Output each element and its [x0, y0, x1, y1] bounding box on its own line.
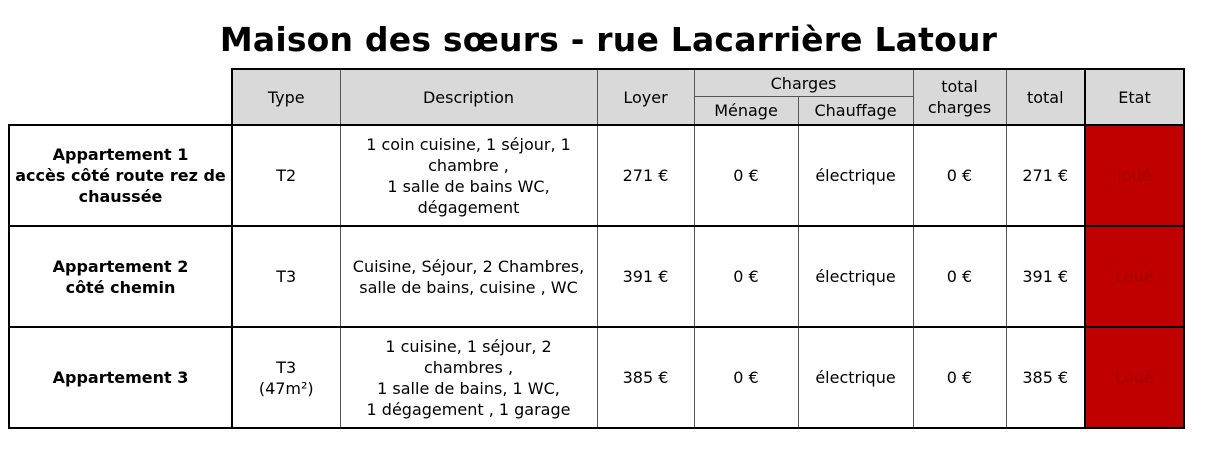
apartment-loyer: 271 €	[597, 125, 694, 226]
header-type: Type	[232, 69, 340, 125]
apartment-description-line: chambre ,	[428, 155, 509, 175]
apartment-name-line: chaussée	[78, 187, 163, 206]
header-total-charges	[913, 69, 1006, 125]
page-title-text: Maison des sœurs - rue Lacarrière Latour	[219, 20, 998, 59]
apartment-name-line: côté chemin	[65, 277, 176, 297]
table-body	[9, 125, 1184, 428]
table-row	[9, 327, 1184, 428]
apartment-total-charges: 0 €	[913, 125, 1006, 226]
apartment-menage: 0 €	[694, 125, 798, 226]
apartment-etat-badge: Loué	[1085, 226, 1184, 327]
apartment-type	[232, 226, 340, 327]
apartment-type-line: T2	[276, 166, 297, 185]
apartment-menage: 0 €	[694, 226, 798, 327]
header-row-1	[9, 69, 1184, 97]
header-total-charges-line-2: charges	[927, 98, 992, 117]
header-blank-cell	[9, 69, 232, 125]
apartment-total: 271 €	[1006, 125, 1085, 226]
apartment-total: 391 €	[1006, 226, 1085, 327]
header-charges: Charges	[694, 69, 913, 97]
apartment-name	[9, 327, 232, 428]
apartment-type-line: T3	[276, 357, 297, 377]
apartment-type	[232, 327, 340, 428]
apartment-chauffage: électrique	[798, 125, 913, 226]
header-chauffage: Chauffage	[798, 97, 913, 126]
table-row	[9, 226, 1184, 327]
apartment-description-line: Cuisine, Séjour, 2 Chambres,	[352, 256, 585, 276]
apartment-description-line: 1 cuisine, 1 séjour, 2	[385, 336, 552, 356]
apartment-description-line: 1 salle de bains WC,	[387, 176, 550, 196]
header-description: Description	[340, 69, 597, 125]
apartment-description-line: chambres ,	[423, 357, 514, 377]
apartment-description	[340, 226, 597, 327]
apartment-type	[232, 125, 340, 226]
apartment-name-line: Appartement 3	[52, 368, 189, 387]
apartment-total: 385 €	[1006, 327, 1085, 428]
apartment-description-line: 1 coin cuisine, 1 séjour, 1	[366, 134, 571, 154]
header-etat: Etat	[1085, 69, 1184, 125]
table-row	[9, 125, 1184, 226]
header-menage: Ménage	[694, 97, 798, 126]
apartment-name-line: Appartement 1	[52, 145, 189, 164]
apartment-chauffage: électrique	[798, 327, 913, 428]
apartment-description	[340, 125, 597, 226]
page-title	[0, 20, 1205, 59]
apartment-type-line: T3	[276, 267, 297, 286]
apartment-total-charges: 0 €	[913, 327, 1006, 428]
apartment-type-line: (47m²)	[258, 378, 314, 398]
header-total-charges-line-1: total	[941, 77, 978, 96]
apartment-name-line: accès côté route rez de	[15, 166, 226, 185]
apartment-menage: 0 €	[694, 327, 798, 428]
apartment-description-line: 1 salle de bains, 1 WC,	[377, 378, 560, 398]
apartment-name-line: Appartement 2	[52, 256, 189, 276]
header-loyer: Loyer	[597, 69, 694, 125]
apartments-table	[8, 68, 1185, 429]
apartment-description-line: salle de bains, cuisine , WC	[359, 277, 578, 297]
apartment-etat-badge: Loué	[1085, 327, 1184, 428]
apartment-name	[9, 226, 232, 327]
header-total: total	[1006, 69, 1085, 125]
apartment-chauffage: électrique	[798, 226, 913, 327]
apartment-loyer: 385 €	[597, 327, 694, 428]
apartment-description-line: dégagement	[417, 197, 520, 217]
apartment-etat-badge: loué	[1085, 125, 1184, 226]
apartment-description	[340, 327, 597, 428]
apartment-name	[9, 125, 232, 226]
apartment-total-charges: 0 €	[913, 226, 1006, 327]
apartment-loyer: 391 €	[597, 226, 694, 327]
apartment-description-line: 1 dégagement , 1 garage	[366, 399, 571, 419]
